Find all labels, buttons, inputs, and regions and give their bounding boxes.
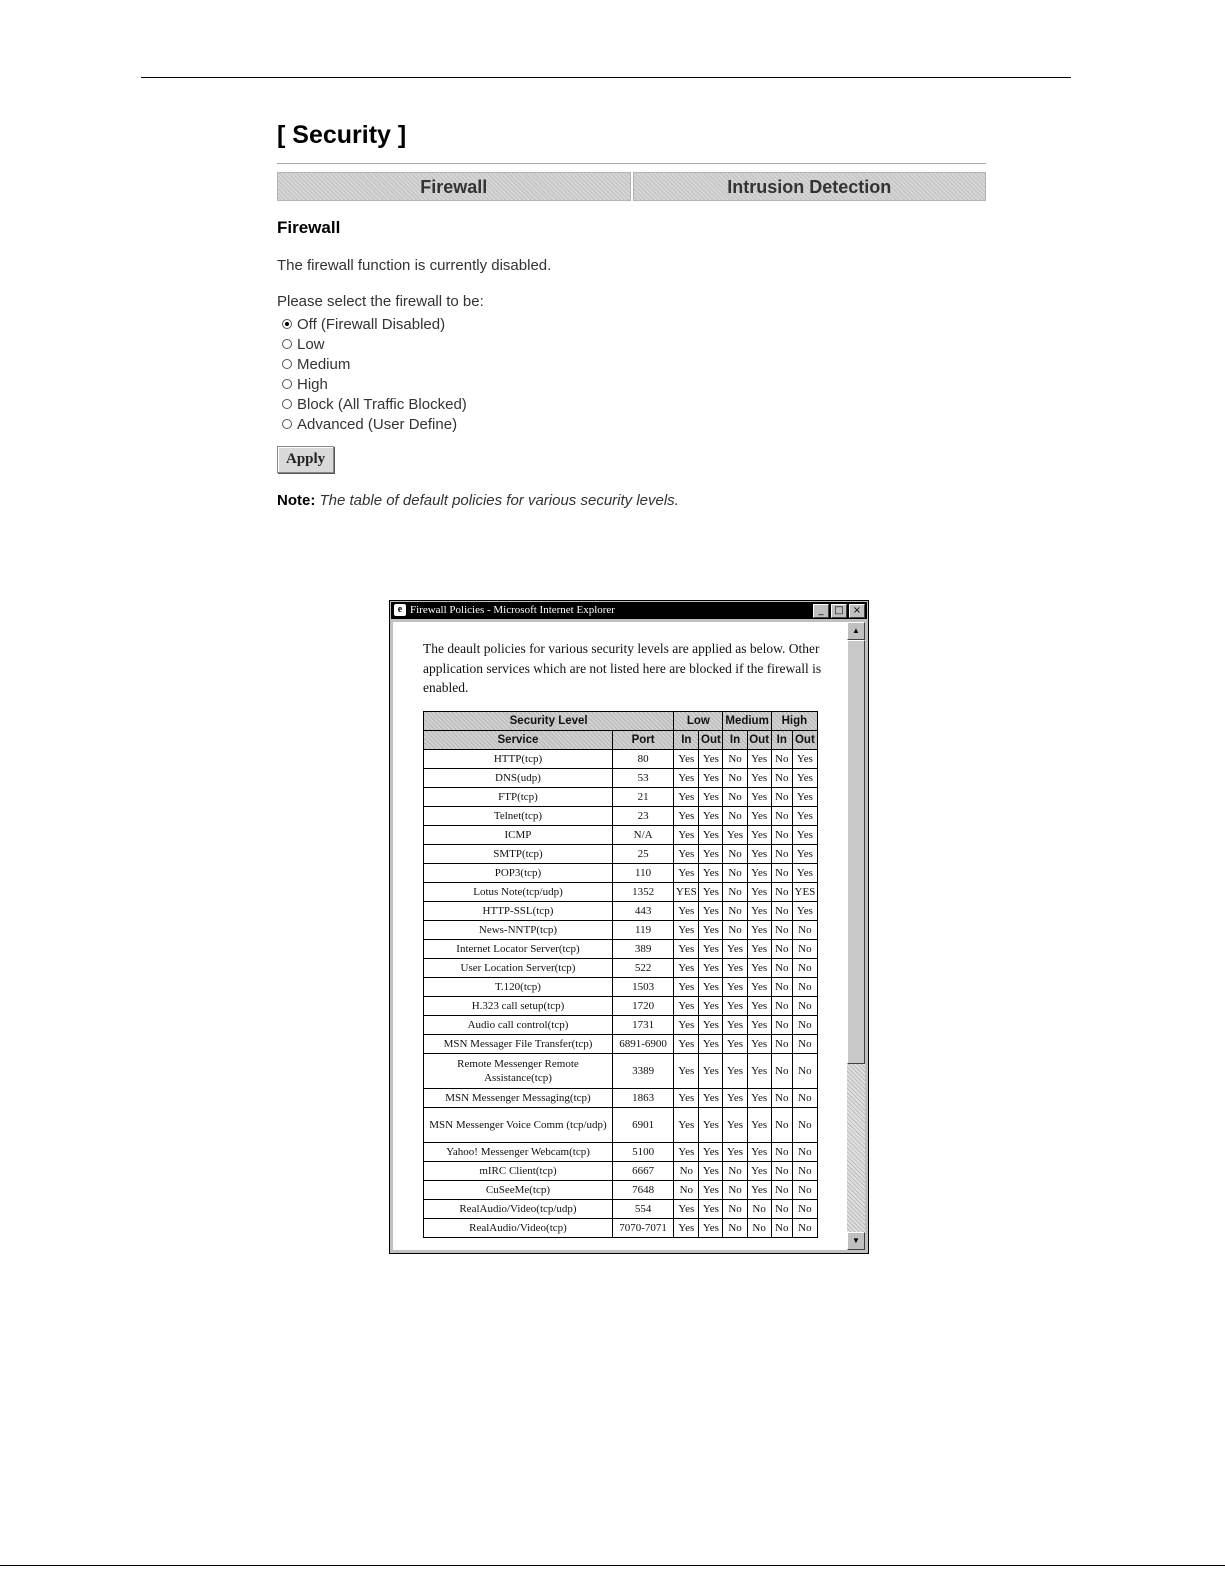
cell-port: 1503 bbox=[612, 978, 673, 997]
cell-service: Remote Messenger Remote Assistance(tcp) bbox=[424, 1054, 613, 1089]
cell-high-in: No bbox=[771, 959, 792, 978]
cell-medium-in: No bbox=[723, 864, 747, 883]
cell-low-out: Yes bbox=[699, 883, 723, 902]
cell-low-in: Yes bbox=[674, 1108, 699, 1143]
cell-medium-out: Yes bbox=[747, 940, 771, 959]
cell-service: mIRC Client(tcp) bbox=[424, 1162, 613, 1181]
top-rule bbox=[141, 77, 1071, 78]
cell-port: 522 bbox=[612, 959, 673, 978]
cell-service: MSN Messager File Transfer(tcp) bbox=[424, 1035, 613, 1054]
cell-service: Telnet(tcp) bbox=[424, 807, 613, 826]
cell-low-out: Yes bbox=[699, 1219, 723, 1238]
cell-service: HTTP-SSL(tcp) bbox=[424, 902, 613, 921]
option-off[interactable] bbox=[282, 314, 986, 334]
cell-low-in: No bbox=[674, 1181, 699, 1200]
cell-port: 80 bbox=[612, 750, 673, 769]
cell-high-out: No bbox=[792, 997, 817, 1016]
cell-high-out: Yes bbox=[792, 826, 817, 845]
cell-medium-in: Yes bbox=[723, 997, 747, 1016]
cell-medium-out: No bbox=[747, 1200, 771, 1219]
cell-high-out: YES bbox=[792, 883, 817, 902]
cell-medium-out: Yes bbox=[747, 845, 771, 864]
cell-medium-out: Yes bbox=[747, 883, 771, 902]
cell-service: DNS(udp) bbox=[424, 769, 613, 788]
cell-medium-out: Yes bbox=[747, 1035, 771, 1054]
option-label: High bbox=[297, 375, 328, 393]
cell-low-in: Yes bbox=[674, 997, 699, 1016]
cell-service: ICMP bbox=[424, 826, 613, 845]
header-low: Low bbox=[674, 712, 723, 731]
table-row bbox=[424, 1089, 818, 1108]
cell-medium-in: No bbox=[723, 788, 747, 807]
cell-medium-in: No bbox=[723, 1219, 747, 1238]
table-row bbox=[424, 1162, 818, 1181]
cell-low-in: Yes bbox=[674, 1200, 699, 1219]
cell-low-out: Yes bbox=[699, 1035, 723, 1054]
cell-high-out: No bbox=[792, 1035, 817, 1054]
table-row bbox=[424, 940, 818, 959]
cell-service: Lotus Note(tcp/udp) bbox=[424, 883, 613, 902]
cell-low-in: Yes bbox=[674, 769, 699, 788]
vertical-scrollbar[interactable] bbox=[847, 622, 865, 1250]
cell-port: 110 bbox=[612, 864, 673, 883]
cell-port: 1731 bbox=[612, 1016, 673, 1035]
cell-medium-in: No bbox=[723, 807, 747, 826]
cell-medium-out: Yes bbox=[747, 807, 771, 826]
radio-button[interactable] bbox=[282, 319, 292, 329]
cell-service: RealAudio/Video(tcp/udp) bbox=[424, 1200, 613, 1219]
cell-medium-out: Yes bbox=[747, 1181, 771, 1200]
cell-high-in: No bbox=[771, 1016, 792, 1035]
cell-port: 443 bbox=[612, 902, 673, 921]
table-row bbox=[424, 1219, 818, 1238]
cell-low-in: Yes bbox=[674, 1035, 699, 1054]
option-medium[interactable] bbox=[282, 354, 986, 374]
table-row bbox=[424, 1143, 818, 1162]
cell-low-out: Yes bbox=[699, 788, 723, 807]
radio-button[interactable] bbox=[282, 399, 292, 409]
cell-medium-in: No bbox=[723, 921, 747, 940]
cell-high-in: No bbox=[771, 1181, 792, 1200]
cell-low-in: Yes bbox=[674, 921, 699, 940]
tab-bar bbox=[277, 172, 986, 201]
cell-medium-out: Yes bbox=[747, 1054, 771, 1089]
cell-high-out: No bbox=[792, 1108, 817, 1143]
option-high[interactable] bbox=[282, 374, 986, 394]
cell-medium-in: No bbox=[723, 883, 747, 902]
cell-low-out: Yes bbox=[699, 959, 723, 978]
note-text: The table of default policies for various security levels. bbox=[319, 492, 679, 509]
header-security-level: Security Level bbox=[424, 712, 674, 731]
option-label: Advanced (User Define) bbox=[297, 415, 458, 433]
cell-port: 23 bbox=[612, 807, 673, 826]
cell-port: 6901 bbox=[612, 1108, 673, 1143]
cell-low-in: Yes bbox=[674, 959, 699, 978]
cell-high-out: Yes bbox=[792, 807, 817, 826]
table-row bbox=[424, 959, 818, 978]
cell-medium-in: Yes bbox=[723, 959, 747, 978]
window-content bbox=[393, 622, 847, 1250]
option-label: Low bbox=[297, 335, 325, 353]
header-medium-in: In bbox=[723, 731, 747, 750]
header-service: Service bbox=[424, 731, 613, 750]
cell-medium-out: Yes bbox=[747, 1108, 771, 1143]
cell-low-in: No bbox=[674, 1162, 699, 1181]
cell-service: Yahoo! Messenger Webcam(tcp) bbox=[424, 1143, 613, 1162]
cell-low-out: Yes bbox=[699, 864, 723, 883]
cell-port: 6667 bbox=[612, 1162, 673, 1181]
table-row bbox=[424, 997, 818, 1016]
option-label: Medium bbox=[297, 355, 351, 373]
cell-medium-in: Yes bbox=[723, 978, 747, 997]
option-block[interactable] bbox=[282, 394, 986, 414]
cell-service: FTP(tcp) bbox=[424, 788, 613, 807]
radio-button[interactable] bbox=[282, 359, 292, 369]
table-row bbox=[424, 788, 818, 807]
tab-intrusion-detection[interactable]: Intrusion Detection bbox=[633, 172, 987, 201]
cell-service: H.323 call setup(tcp) bbox=[424, 997, 613, 1016]
scroll-up-icon[interactable]: ▲ bbox=[847, 622, 865, 640]
cell-low-out: Yes bbox=[699, 750, 723, 769]
table-row bbox=[424, 864, 818, 883]
cell-port: 389 bbox=[612, 940, 673, 959]
radio-button[interactable] bbox=[282, 419, 292, 429]
cell-high-out: No bbox=[792, 1181, 817, 1200]
table-row bbox=[424, 1035, 818, 1054]
cell-high-in: No bbox=[771, 1200, 792, 1219]
cell-medium-in: Yes bbox=[723, 1035, 747, 1054]
cell-low-out: Yes bbox=[699, 921, 723, 940]
cell-medium-in: No bbox=[723, 1162, 747, 1181]
cell-service: POP3(tcp) bbox=[424, 864, 613, 883]
header-high-in: In bbox=[771, 731, 792, 750]
cell-low-out: Yes bbox=[699, 902, 723, 921]
cell-low-out: Yes bbox=[699, 1108, 723, 1143]
cell-high-out: Yes bbox=[792, 845, 817, 864]
cell-high-in: No bbox=[771, 1035, 792, 1054]
cell-high-out: Yes bbox=[792, 902, 817, 921]
cell-low-out: Yes bbox=[699, 845, 723, 864]
cell-medium-in: Yes bbox=[723, 1089, 747, 1108]
cell-port: 1863 bbox=[612, 1089, 673, 1108]
cell-high-out: Yes bbox=[792, 750, 817, 769]
header-low-in: In bbox=[674, 731, 699, 750]
cell-medium-in: Yes bbox=[723, 1016, 747, 1035]
header-low-out: Out bbox=[699, 731, 723, 750]
cell-low-out: Yes bbox=[699, 1162, 723, 1181]
cell-low-in: Yes bbox=[674, 1143, 699, 1162]
cell-service: HTTP(tcp) bbox=[424, 750, 613, 769]
table-row bbox=[424, 883, 818, 902]
cell-medium-out: Yes bbox=[747, 1162, 771, 1181]
cell-port: 53 bbox=[612, 769, 673, 788]
table-row bbox=[424, 750, 818, 769]
policies-table bbox=[423, 711, 818, 1238]
cell-low-in: Yes bbox=[674, 978, 699, 997]
cell-high-out: No bbox=[792, 1143, 817, 1162]
table-row bbox=[424, 845, 818, 864]
ie-icon: e bbox=[394, 604, 406, 616]
tab-firewall[interactable]: Firewall bbox=[277, 172, 631, 201]
cell-high-in: No bbox=[771, 1054, 792, 1089]
note bbox=[277, 491, 986, 511]
scroll-down-icon[interactable]: ▼ bbox=[847, 1232, 865, 1250]
cell-medium-out: Yes bbox=[747, 1089, 771, 1108]
cell-high-out: No bbox=[792, 921, 817, 940]
cell-high-out: Yes bbox=[792, 864, 817, 883]
cell-high-in: No bbox=[771, 864, 792, 883]
cell-low-out: Yes bbox=[699, 1200, 723, 1219]
cell-port: 119 bbox=[612, 921, 673, 940]
table-row bbox=[424, 807, 818, 826]
cell-port: 25 bbox=[612, 845, 673, 864]
window-titlebar[interactable] bbox=[391, 602, 867, 619]
cell-port: 1352 bbox=[612, 883, 673, 902]
table-row bbox=[424, 1108, 818, 1143]
cell-port: 3389 bbox=[612, 1054, 673, 1089]
cell-low-in: Yes bbox=[674, 1089, 699, 1108]
cell-low-in: Yes bbox=[674, 807, 699, 826]
cell-low-out: Yes bbox=[699, 769, 723, 788]
cell-service: User Location Server(tcp) bbox=[424, 959, 613, 978]
cell-low-in: Yes bbox=[674, 826, 699, 845]
cell-medium-out: Yes bbox=[747, 769, 771, 788]
cell-high-in: No bbox=[771, 978, 792, 997]
cell-medium-out: Yes bbox=[747, 1016, 771, 1035]
table-row bbox=[424, 1054, 818, 1089]
scrollbar-thumb[interactable] bbox=[847, 640, 865, 1064]
cell-low-out: Yes bbox=[699, 997, 723, 1016]
table-row bbox=[424, 902, 818, 921]
radio-button[interactable] bbox=[282, 379, 292, 389]
option-label: Block (All Traffic Blocked) bbox=[297, 395, 467, 413]
cell-service: News-NNTP(tcp) bbox=[424, 921, 613, 940]
cell-high-out: No bbox=[792, 1200, 817, 1219]
table-row bbox=[424, 1200, 818, 1219]
cell-low-in: Yes bbox=[674, 1054, 699, 1089]
cell-high-in: No bbox=[771, 807, 792, 826]
cell-low-out: Yes bbox=[699, 1181, 723, 1200]
cell-high-in: No bbox=[771, 1143, 792, 1162]
cell-port: N/A bbox=[612, 826, 673, 845]
cell-service: MSN Messenger Voice Comm (tcp/udp) bbox=[424, 1108, 613, 1143]
cell-low-in: Yes bbox=[674, 845, 699, 864]
cell-low-in: Yes bbox=[674, 750, 699, 769]
table-row bbox=[424, 978, 818, 997]
bottom-rule bbox=[0, 1565, 1225, 1566]
minimize-icon[interactable]: _ bbox=[813, 604, 829, 618]
cell-low-out: Yes bbox=[699, 1054, 723, 1089]
cell-high-out: No bbox=[792, 1219, 817, 1238]
cell-service: Audio call control(tcp) bbox=[424, 1016, 613, 1035]
cell-service: Internet Locator Server(tcp) bbox=[424, 940, 613, 959]
cell-high-out: No bbox=[792, 1016, 817, 1035]
cell-high-out: No bbox=[792, 959, 817, 978]
cell-port: 21 bbox=[612, 788, 673, 807]
option-low[interactable] bbox=[282, 334, 986, 354]
cell-port: 7070-7071 bbox=[612, 1219, 673, 1238]
cell-port: 554 bbox=[612, 1200, 673, 1219]
cell-high-out: No bbox=[792, 978, 817, 997]
table-row bbox=[424, 769, 818, 788]
cell-medium-in: Yes bbox=[723, 826, 747, 845]
option-label: Off (Firewall Disabled) bbox=[297, 315, 446, 333]
cell-service: MSN Messenger Messaging(tcp) bbox=[424, 1089, 613, 1108]
cell-medium-in: No bbox=[723, 845, 747, 864]
cell-medium-in: No bbox=[723, 750, 747, 769]
cell-port: 1720 bbox=[612, 997, 673, 1016]
cell-low-in: Yes bbox=[674, 902, 699, 921]
table-sub-header-row bbox=[424, 731, 818, 750]
firewall-status-text: The firewall function is currently disabled. bbox=[277, 257, 552, 274]
cell-low-in: Yes bbox=[674, 864, 699, 883]
title-divider bbox=[277, 163, 986, 164]
table-row bbox=[424, 921, 818, 940]
header-port: Port bbox=[612, 731, 673, 750]
cell-medium-in: No bbox=[723, 769, 747, 788]
cell-high-in: No bbox=[771, 788, 792, 807]
cell-service: T.120(tcp) bbox=[424, 978, 613, 997]
table-row bbox=[424, 1016, 818, 1035]
cell-low-out: Yes bbox=[699, 940, 723, 959]
cell-high-out: Yes bbox=[792, 769, 817, 788]
cell-medium-out: Yes bbox=[747, 978, 771, 997]
cell-medium-out: Yes bbox=[747, 1143, 771, 1162]
table-group-header-row bbox=[424, 712, 818, 731]
cell-high-in: No bbox=[771, 883, 792, 902]
cell-high-in: No bbox=[771, 845, 792, 864]
firewall-prompt-text: Please select the firewall to be: bbox=[277, 293, 484, 310]
cell-medium-out: No bbox=[747, 1219, 771, 1238]
table-row bbox=[424, 1181, 818, 1200]
cell-low-in: Yes bbox=[674, 788, 699, 807]
close-icon[interactable]: × bbox=[849, 604, 865, 618]
cell-high-out: No bbox=[792, 1162, 817, 1181]
cell-medium-out: Yes bbox=[747, 826, 771, 845]
radio-button[interactable] bbox=[282, 339, 292, 349]
cell-high-in: No bbox=[771, 940, 792, 959]
cell-service: CuSeeMe(tcp) bbox=[424, 1181, 613, 1200]
cell-high-in: No bbox=[771, 1162, 792, 1181]
cell-high-in: No bbox=[771, 1108, 792, 1143]
cell-low-out: Yes bbox=[699, 1016, 723, 1035]
cell-high-out: No bbox=[792, 940, 817, 959]
section-heading: Firewall bbox=[277, 218, 341, 237]
cell-medium-in: Yes bbox=[723, 1143, 747, 1162]
cell-medium-in: No bbox=[723, 1200, 747, 1219]
cell-medium-out: Yes bbox=[747, 921, 771, 940]
page-title: [ Security ] bbox=[277, 121, 407, 149]
window-title: Firewall Policies - Microsoft Internet Explorer bbox=[410, 604, 615, 616]
table-row bbox=[424, 826, 818, 845]
security-page bbox=[277, 118, 986, 511]
cell-high-in: No bbox=[771, 769, 792, 788]
cell-high-in: No bbox=[771, 750, 792, 769]
window-controls bbox=[813, 604, 865, 618]
cell-high-in: No bbox=[771, 902, 792, 921]
cell-low-in: YES bbox=[674, 883, 699, 902]
cell-service: RealAudio/Video(tcp) bbox=[424, 1219, 613, 1238]
cell-low-out: Yes bbox=[699, 1089, 723, 1108]
cell-low-in: Yes bbox=[674, 940, 699, 959]
cell-low-out: Yes bbox=[699, 807, 723, 826]
cell-high-in: No bbox=[771, 1089, 792, 1108]
cell-low-out: Yes bbox=[699, 978, 723, 997]
cell-high-in: No bbox=[771, 921, 792, 940]
cell-low-in: Yes bbox=[674, 1016, 699, 1035]
cell-medium-in: Yes bbox=[723, 1054, 747, 1089]
cell-high-in: No bbox=[771, 1219, 792, 1238]
cell-high-out: No bbox=[792, 1089, 817, 1108]
cell-medium-out: Yes bbox=[747, 788, 771, 807]
header-medium: Medium bbox=[723, 712, 771, 731]
cell-high-in: No bbox=[771, 997, 792, 1016]
cell-medium-out: Yes bbox=[747, 902, 771, 921]
cell-service: SMTP(tcp) bbox=[424, 845, 613, 864]
cell-medium-out: Yes bbox=[747, 997, 771, 1016]
option-advanced[interactable] bbox=[282, 414, 986, 434]
maximize-icon[interactable]: □ bbox=[831, 604, 847, 618]
header-high-out: Out bbox=[792, 731, 817, 750]
policies-intro-text: The deault policies for various security levels are applied as below. Other application services which are not listed here are blocked if the firewall is enabled. bbox=[423, 641, 822, 695]
firewall-policies-window bbox=[389, 600, 869, 1254]
cell-medium-out: Yes bbox=[747, 864, 771, 883]
cell-port: 5100 bbox=[612, 1143, 673, 1162]
cell-low-out: Yes bbox=[699, 826, 723, 845]
cell-port: 6891-6900 bbox=[612, 1035, 673, 1054]
header-high: High bbox=[771, 712, 817, 731]
note-label: Note: bbox=[277, 492, 316, 509]
cell-port: 7648 bbox=[612, 1181, 673, 1200]
cell-medium-out: Yes bbox=[747, 750, 771, 769]
header-medium-out: Out bbox=[747, 731, 771, 750]
cell-high-out: Yes bbox=[792, 788, 817, 807]
cell-medium-in: No bbox=[723, 902, 747, 921]
firewall-level-options bbox=[282, 314, 986, 434]
policies-table-body bbox=[424, 750, 818, 1238]
cell-medium-in: Yes bbox=[723, 940, 747, 959]
cell-high-out: No bbox=[792, 1054, 817, 1089]
cell-medium-in: No bbox=[723, 1181, 747, 1200]
cell-medium-out: Yes bbox=[747, 959, 771, 978]
cell-low-out: Yes bbox=[699, 1143, 723, 1162]
cell-medium-in: Yes bbox=[723, 1108, 747, 1143]
cell-low-in: Yes bbox=[674, 1219, 699, 1238]
cell-high-in: No bbox=[771, 826, 792, 845]
apply-button[interactable]: Apply bbox=[277, 446, 334, 473]
